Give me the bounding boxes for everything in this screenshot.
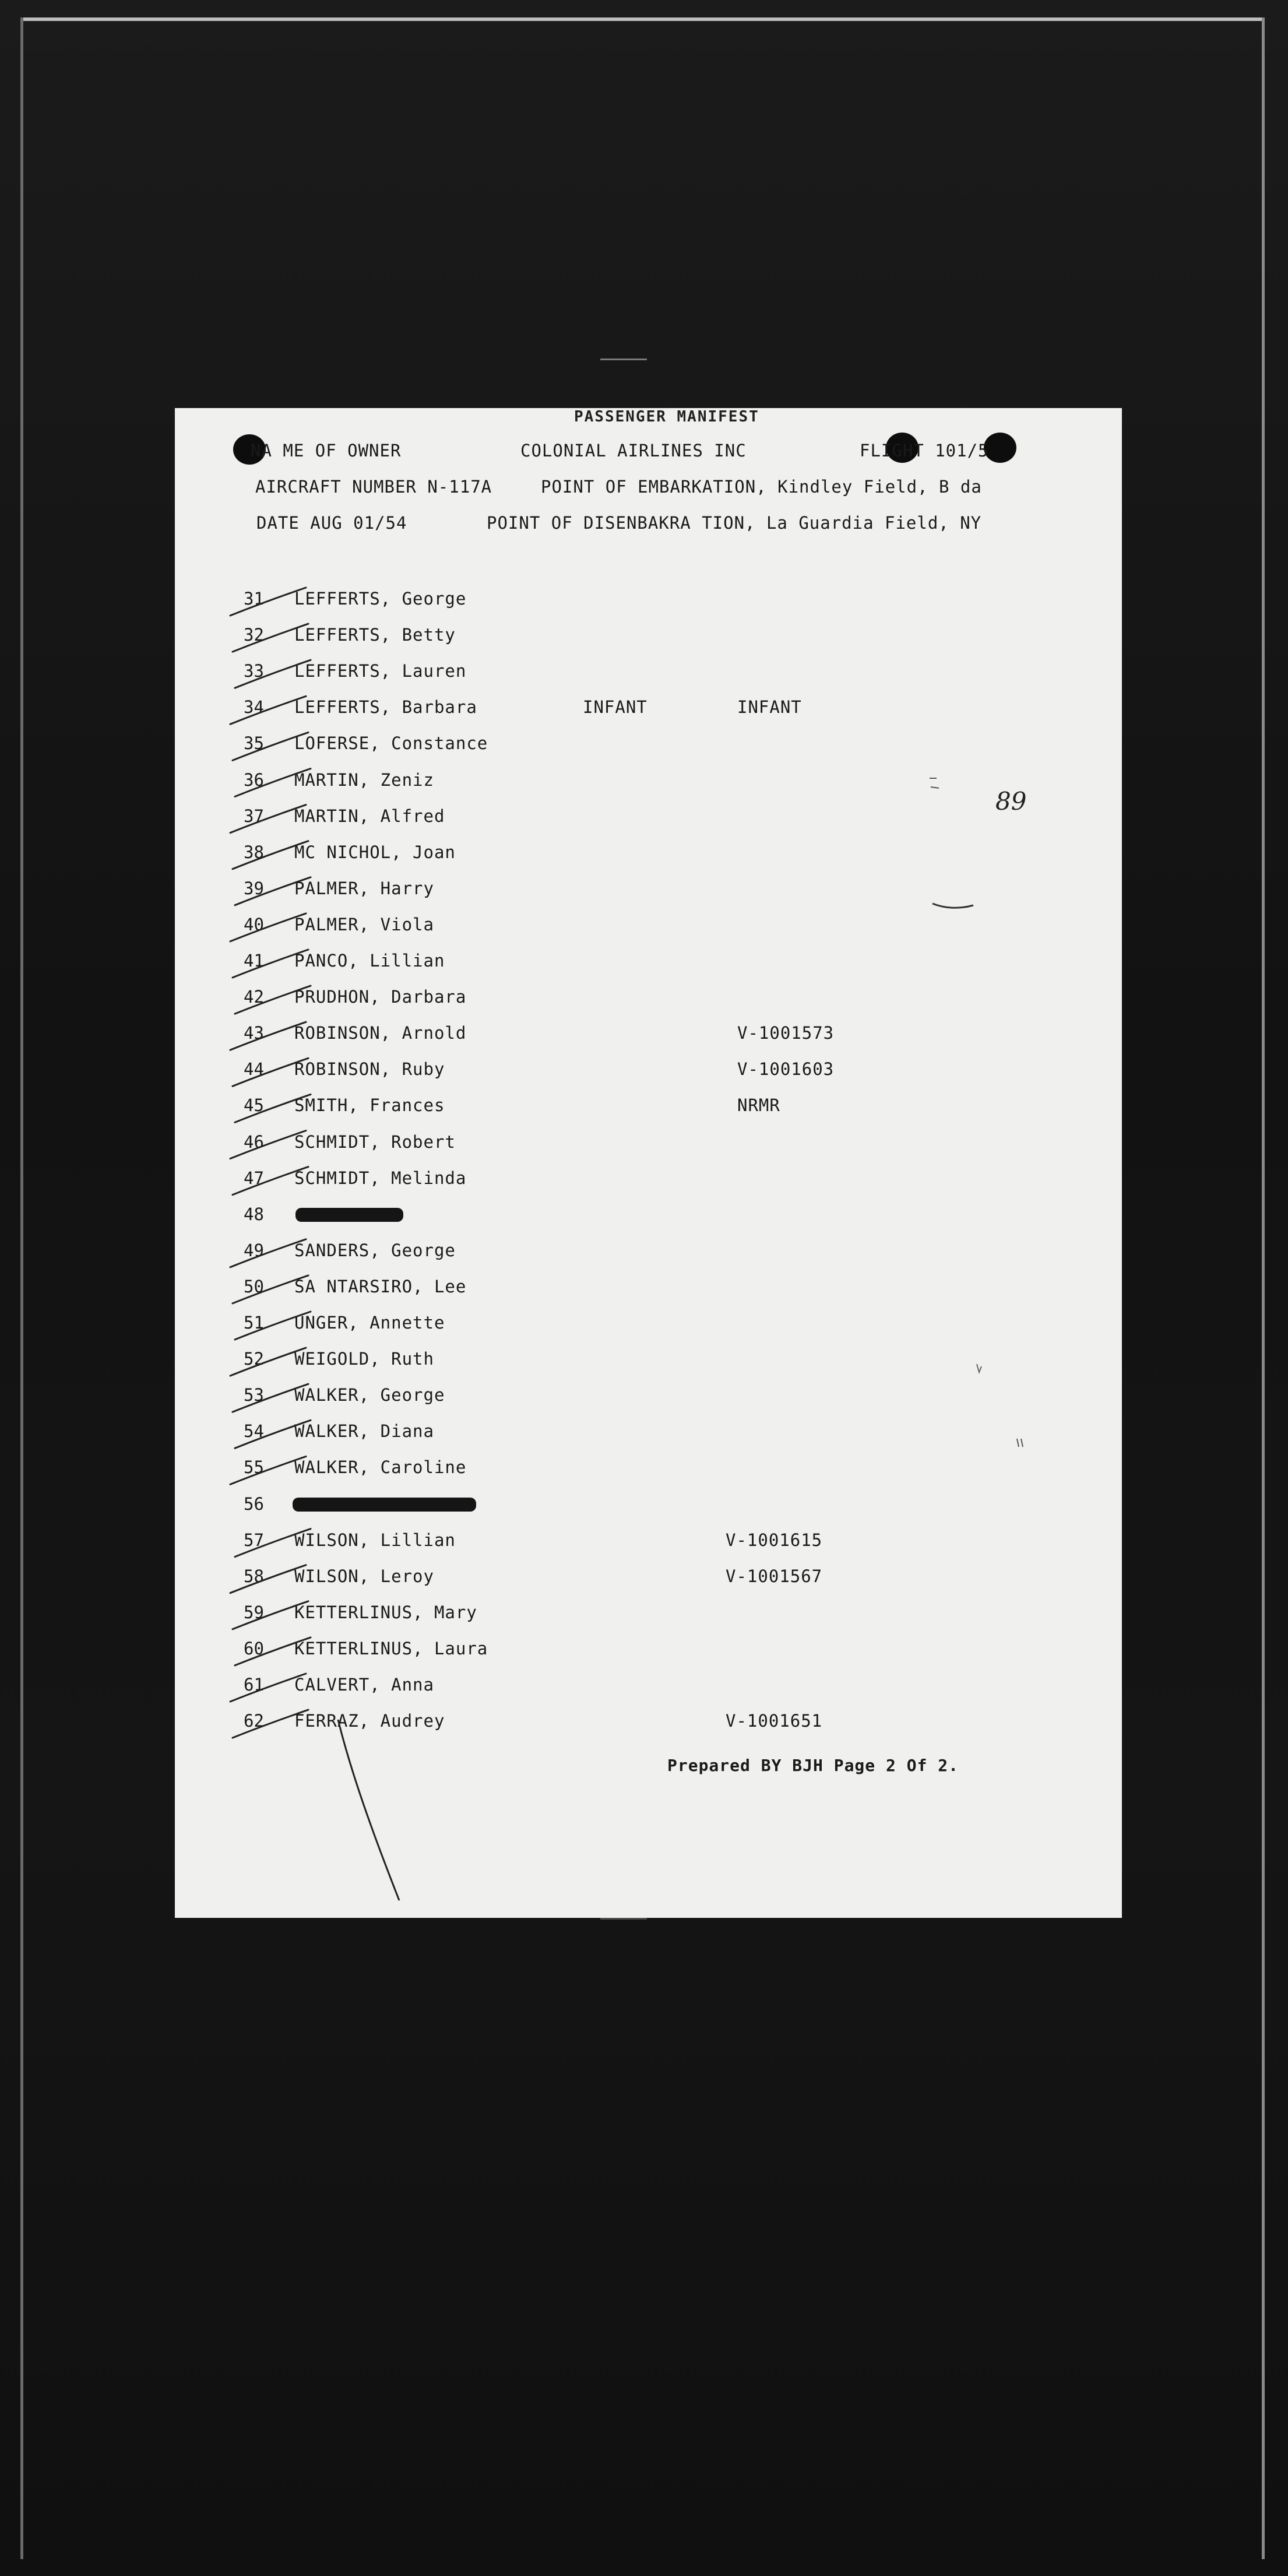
passenger-number: 47 (244, 1168, 264, 1188)
manifest-page (175, 408, 1122, 1918)
passenger-name: LEFFERTS, Lauren (294, 661, 467, 681)
passenger-number: 45 (244, 1095, 264, 1116)
passenger-number: 59 (244, 1602, 264, 1622)
passenger-name: ROBINSON, Arnold (294, 1023, 467, 1043)
passenger-number: 46 (244, 1131, 264, 1152)
passenger-row (175, 1132, 1122, 1168)
passenger-name: FERRAZ, Audrey (294, 1711, 445, 1731)
passenger-row (175, 1168, 1122, 1204)
passenger-document: V-1001603 (737, 1059, 835, 1080)
airline-name: COLONIAL AIRLINES INC (520, 441, 747, 461)
passenger-row (175, 1711, 1122, 1747)
passenger-name: SA NTARSIRO, Lee (294, 1276, 467, 1296)
passenger-name: KETTERLINUS, Mary (294, 1602, 477, 1622)
passenger-name: WEIGOLD, Ruth (294, 1349, 434, 1369)
owner-label: NA ME OF OWNER (251, 441, 402, 461)
passenger-row (175, 1095, 1122, 1131)
passenger-row (175, 1675, 1122, 1711)
aircraft-number: AIRCRAFT NUMBER N-117A (255, 477, 492, 497)
passenger-number: 40 (244, 914, 264, 934)
passenger-number: 61 (244, 1675, 264, 1695)
passenger-row (175, 1313, 1122, 1349)
passenger-document: V-1001567 (726, 1566, 823, 1586)
scan-edge-top (20, 17, 1265, 21)
passenger-number: 62 (244, 1711, 264, 1731)
passenger-row (175, 915, 1122, 951)
passenger-name: WALKER, Caroline (294, 1457, 467, 1478)
passenger-row (175, 589, 1122, 625)
passenger-row (175, 1277, 1122, 1313)
passenger-number: 42 (244, 987, 264, 1007)
passenger-number: 60 (244, 1638, 264, 1658)
passenger-row (175, 1059, 1122, 1095)
passenger-number: 35 (244, 733, 264, 754)
passenger-number: 37 (244, 806, 264, 826)
manifest-date: DATE AUG 01/54 (256, 513, 407, 533)
scan-edge-right (1262, 17, 1265, 2559)
passenger-number: 58 (244, 1566, 264, 1586)
passenger-name: LEFFERTS, Barbara (294, 697, 477, 718)
passenger-name: MARTIN, Alfred (294, 806, 445, 826)
passenger-row (175, 987, 1122, 1023)
passenger-name: KETTERLINUS, Laura (294, 1638, 488, 1658)
passenger-name: SCHMIDT, Melinda (294, 1168, 467, 1188)
passenger-document: V-1001651 (726, 1711, 823, 1731)
scan-edge-left (20, 17, 23, 2559)
passenger-row (175, 1204, 1122, 1240)
passenger-row (175, 1602, 1122, 1639)
passenger-row (175, 625, 1122, 661)
passenger-row (175, 1385, 1122, 1421)
passenger-number: 44 (244, 1059, 264, 1080)
passenger-number: 56 (244, 1493, 264, 1514)
passenger-number: 53 (244, 1385, 264, 1405)
point-of-disembarkation: POINT OF DISENBAKRA TION, La Guardia Field, NY (487, 513, 982, 533)
passenger-document: NRMR (737, 1095, 780, 1116)
passenger-name: WALKER, George (294, 1385, 445, 1405)
passenger-number: 31 (244, 589, 264, 609)
passenger-name: PALMER, Viola (294, 914, 434, 934)
passenger-row (175, 842, 1122, 878)
passenger-number: 55 (244, 1457, 264, 1478)
passenger-row (175, 1566, 1122, 1602)
passenger-name: PRUDHON, Darbara (294, 987, 467, 1007)
passenger-row (175, 1639, 1122, 1675)
redacted-name (295, 1208, 403, 1222)
passenger-row (175, 1240, 1122, 1277)
passenger-document: V-1001615 (726, 1530, 823, 1550)
passenger-number: 43 (244, 1023, 264, 1043)
passenger-status: INFANT (583, 697, 647, 718)
passenger-row (175, 1494, 1122, 1530)
passenger-name: WILSON, Lillian (294, 1530, 456, 1550)
crop-mark-top (600, 359, 647, 360)
passenger-number: 34 (244, 697, 264, 718)
passenger-row (175, 770, 1122, 806)
passenger-row (175, 1530, 1122, 1566)
passenger-row (175, 733, 1122, 769)
passenger-row (175, 661, 1122, 697)
passenger-number: 50 (244, 1276, 264, 1296)
passenger-number: 52 (244, 1349, 264, 1369)
passenger-document: INFANT (737, 697, 802, 718)
passenger-name: MC NICHOL, Joan (294, 842, 456, 862)
passenger-name: SANDERS, George (294, 1240, 456, 1260)
handwritten-page-number: 89 (995, 787, 1027, 816)
passenger-name: MARTIN, Zeniz (294, 769, 434, 790)
passenger-name: UNGER, Annette (294, 1313, 445, 1333)
passenger-number: 48 (244, 1204, 264, 1224)
passenger-name: PANCO, Lillian (294, 951, 445, 971)
passenger-row (175, 1349, 1122, 1385)
passenger-number: 49 (244, 1240, 264, 1260)
passenger-name: WILSON, Leroy (294, 1566, 434, 1586)
passenger-name: LOFERSE, Constance (294, 733, 488, 754)
passenger-name: SMITH, Frances (294, 1095, 445, 1116)
passenger-name: WALKER, Diana (294, 1421, 434, 1442)
passenger-name: LEFFERTS, George (294, 589, 467, 609)
passenger-row (175, 806, 1122, 842)
passenger-number: 36 (244, 769, 264, 790)
passenger-number: 39 (244, 878, 264, 898)
passenger-number: 51 (244, 1313, 264, 1333)
flight-number: FLIGHT 101/5 (860, 441, 989, 461)
passenger-row (175, 878, 1122, 915)
passenger-row (175, 697, 1122, 733)
crop-mark-bottom (600, 1918, 647, 1920)
passenger-row (175, 1421, 1122, 1457)
passenger-document: V-1001573 (737, 1023, 835, 1043)
passenger-row (175, 1457, 1122, 1493)
passenger-name: SCHMIDT, Robert (294, 1131, 456, 1152)
passenger-number: 41 (244, 951, 264, 971)
passenger-number: 54 (244, 1421, 264, 1442)
passenger-name: CALVERT, Anna (294, 1675, 434, 1695)
passenger-name: LEFFERTS, Betty (294, 625, 456, 645)
passenger-name: ROBINSON, Ruby (294, 1059, 445, 1080)
passenger-number: 33 (244, 661, 264, 681)
redacted-name (293, 1498, 476, 1512)
passenger-name: PALMER, Harry (294, 878, 434, 898)
passenger-row (175, 951, 1122, 987)
point-of-embarkation: POINT OF EMBARKATION, Kindley Field, B da (541, 477, 982, 497)
passenger-row (175, 1023, 1122, 1059)
prepared-by-footer: Prepared BY BJH Page 2 Of 2. (667, 1756, 959, 1775)
passenger-number: 38 (244, 842, 264, 862)
passenger-number: 32 (244, 625, 264, 645)
passenger-number: 57 (244, 1530, 264, 1550)
manifest-title: PASSENGER MANIFEST (574, 408, 759, 426)
